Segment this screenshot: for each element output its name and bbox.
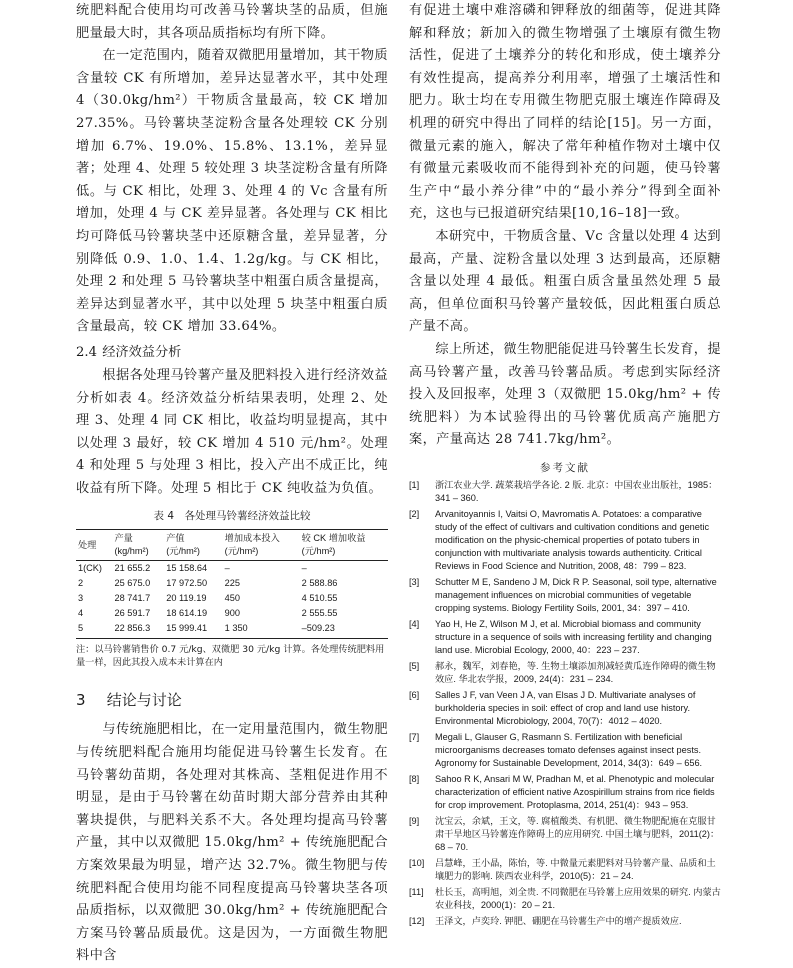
paragraph: 与传统施肥相比，在一定用量范围内，微生物肥与传统肥料配合施用均能促进马铃薯生长发育。在马铃薯幼苗期，各处理对其株高、茎粗促进作用不明显，是由于马铃薯在幼苗时期大部分营养由其种薯块提供，与肥料关系不大。各处理均提高马铃薯产量，其中以双微肥 15.0kg/hm² + 传统施肥配合方案效果最为明显，增产达 32.7%。微生物肥与传统肥料配合使用均能不同程度提高马铃薯块茎各项品质指标，以双微肥 30.0kg/hm² + 传统施肥配合方案马铃薯品质最优。这是因为，一方面微生物肥料中含 xyxy=(76,722,388,964)
table-header-cell: 产值 (元/hm²) xyxy=(164,530,222,561)
reference-item xyxy=(409,479,721,505)
table-cell: 3 xyxy=(78,593,84,604)
table-row xyxy=(76,591,388,606)
reference-text: Sahoo R K, Ansari M W, Pradhan M, et al. Phenotypic and molecular characterization of efficient native Azospirillum strains from rice fields for crop improvement. Protoplasma, 2014, 251(4)：943 – 953. xyxy=(435,773,715,810)
reference-item xyxy=(409,508,721,573)
reference-number: [9] xyxy=(409,815,420,826)
reference-item xyxy=(409,689,721,728)
table-header-cell: 增加成本投入 (元/hm²) xyxy=(223,530,300,561)
table-cell: 4 510.55 xyxy=(301,593,338,604)
table-note: 注：以马铃薯销售价 0.7 元/kg、双微肥 30 元/kg 计算。各处理传统肥料用量一样，因此其投入成本未计算在内 xyxy=(76,644,385,669)
paragraph: 本研究中，干物质含量、Vc 含量以处理 4 达到最高，产量、淀粉含量以处理 3 达到最高，还原糖含量以处理 4 最低。粗蛋白质含量虽然处理 5 最高，但单位面积马铃薯产量较低，因此粗蛋白质总产量不高。 xyxy=(409,228,721,335)
table-row xyxy=(76,576,388,591)
reference-text: 浙江农业大学. 蔬菜栽培学各论. 2 版. 北京：中国农业出版社，1985：341 – 360. xyxy=(435,479,718,503)
section-heading-3 xyxy=(76,687,388,713)
paragraph: 有促进土壤中难溶磷和钾释放的细菌等，促进其降解和释放；新加入的微生物增强了土壤原有微生物活性，促进了土壤养分的转化和形成，使土壤养分有效性提高，提高养分利用率，增强了土壤活性和肥力。耿士均在专用微生物肥克服土壤连作障碍及机理的研究中得出了同样的结论[15]。另一方面，微量元素的施入，解决了常年种植作物对土壤中仅有微量元素吸收而不能得到补充的问题，使马铃薯生产中“最小养分律”中的“最小养分”得到全面补充，这也与已报道研究结果[10,16–18]一致。 xyxy=(409,3,721,222)
reference-item xyxy=(409,576,721,615)
reference-item xyxy=(409,815,721,854)
table-cell: 22 856.3 xyxy=(112,621,164,639)
reference-number: [2] xyxy=(409,508,420,519)
table-cell: 15 158.64 xyxy=(166,563,208,574)
paragraph: 根据各处理马铃薯产量及肥料投入进行经济效益分析如表 4。经济效益分析结果表明，处理 2、处理 3、处理 4 同 CK 相比，收益均明显提高，其中以处理 3 最好，较 CK 增加 4 510 元/hm²。处理 4 和处理 5 与处理 3 相比，投入产出不成正比，纯收益有所下降。处理 5 相比于 CK 纯收益为负值。 xyxy=(76,367,388,496)
table-header-cell: 处理 xyxy=(76,530,112,561)
reference-item xyxy=(409,660,721,686)
reference-text: Yao H, He Z, Wilson M J, et al. Microbial biomass and community structure in a sequence of soils with increasing fertility and changing land use. Microbial Ecology, 2000, 40：223 – 237. xyxy=(435,618,712,655)
reference-number: [8] xyxy=(409,773,420,784)
reference-number: [11] xyxy=(409,886,424,897)
paragraph: 在一定范围内，随着双微肥用量增加，其干物质含量较 CK 有所增加，差异达显著水平，其中处理 4（30.0kg/hm²）干物质含量最高，较 CK 增加 27.35%。马铃薯块茎淀粉含量各处理较 CK 分别增加 6.7%、19.0%、15.8%、13.1%，差异显著；处理 4、处理 5 较处理 3 块茎淀粉含量有所降低。与 CK 相比，处理 3、处理 4 的 Vc 含量有所增加，处理 4 与 CK 差异显著。各处理与 CK 相比均可降低马铃薯块茎中还原糖含量，差异显著，分别降低 0.9、1.0、1.4、1.2g/kg。与 CK 相比，处理 2 和处理 5 马铃薯块茎中粗蛋白质含量提高，差异达到显著水平，其中以处理 5 块茎中粗蛋白质含量最高，较 CK 增加 33.64%。 xyxy=(76,48,388,335)
table-cell: 1 350 xyxy=(223,621,300,639)
table-cell: 5 xyxy=(76,621,112,639)
reference-text: 杜长玉，高明旭，刘全贵. 不同微肥在马铃薯上应用效果的研究. 内蒙古农业科技，2000(1)：20 – 21. xyxy=(435,886,721,910)
table-cell: 18 614.19 xyxy=(166,608,208,619)
reference-number: [6] xyxy=(409,689,420,700)
table-cell: 225 xyxy=(224,578,241,589)
table-cell: 28 741.7 xyxy=(114,593,151,604)
reference-item xyxy=(409,886,721,912)
table-cell: 450 xyxy=(224,593,241,604)
section-number: 2.4 xyxy=(76,344,97,360)
table-cell: 17 972.50 xyxy=(166,578,208,589)
economic-benefit-table xyxy=(76,529,388,639)
reference-number: [12] xyxy=(409,915,425,926)
reference-text: 王泽文，卢奕玲. 钾肥、硼肥在马铃薯生产中的增产提质效应. xyxy=(435,915,682,926)
table-cell: 20 119.19 xyxy=(166,593,207,604)
section-title: 结论与讨论 xyxy=(106,691,182,710)
section-heading-2-4 xyxy=(76,341,388,365)
table-row xyxy=(76,606,388,621)
reference-text: 吕慧峰，王小晶，陈怡，等. 中微量元素肥料对马铃薯产量、品质和土壤肥力的影响. 陕西农业科学，2010(5)：21 – 24. xyxy=(435,857,716,881)
reference-text: Schutter M E, Sandeno J M, Dick R P. Seasonal, soil type, alternative management influences on microbial communities of vegetable cropping systems. Biology Fertility Soils, 2001, 34：397 – 410. xyxy=(435,576,717,613)
section-number: 3 xyxy=(76,691,86,710)
reference-number: [5] xyxy=(409,660,420,671)
paragraph: 综上所述，微生物肥能促进马铃薯生长发育，提高马铃薯产量，改善马铃薯品质。考虑到实际经济投入及回报率，处理 3（双微肥 15.0kg/hm² + 传统肥料）为本试验得出的马铃薯优质高产施肥方案，产量高达 28 741.7kg/hm²。 xyxy=(409,341,721,448)
table-caption: 表 4 各处理马铃薯经济效益比较 xyxy=(153,510,311,523)
table-header-cell: 较 CK 增加收益 (元/hm²) xyxy=(300,530,388,561)
reference-text: Megali L, Glauser G, Rasmann S. Fertilization with beneficial microorganisms decreases tomato defenses against insect pests. Agronomy for Sustainable Development, 2014, 34(3)：649 – 656. xyxy=(435,731,703,768)
table-cell: 900 xyxy=(224,608,241,619)
reference-text: Salles J F, van Veen J A, van Elsas J D. Multivariate analyses of burkholderia species in soil: effect of crop and land use history. Environmental Microbiology, 2004, 70(7)：4012 – 4020. xyxy=(435,689,696,726)
reference-number: [10] xyxy=(409,857,425,868)
table-cell: – xyxy=(224,563,230,574)
table-cell: 25 675.0 xyxy=(114,578,151,589)
reference-number: [7] xyxy=(409,731,420,742)
references-list xyxy=(409,479,721,928)
reference-item xyxy=(409,618,721,657)
table-cell: 26 591.7 xyxy=(114,608,151,619)
table-cell: 4 xyxy=(78,608,84,619)
table-cell: 2 xyxy=(78,578,84,589)
table-cell: 2 588.86 xyxy=(301,578,338,589)
reference-item xyxy=(409,857,721,883)
reference-item xyxy=(409,773,721,812)
references-heading: 参考文献 xyxy=(540,461,590,474)
reference-number: [3] xyxy=(409,576,420,587)
paragraph: 统肥料配合使用均可改善马铃薯块茎的品质，但施肥量最大时，其各项品质指标均有所下降。 xyxy=(76,3,388,41)
reference-number: [4] xyxy=(409,618,420,629)
left-column xyxy=(76,0,388,968)
table-body xyxy=(76,561,388,639)
table-cell: –509.23 xyxy=(300,621,388,639)
section-title: 经济效益分析 xyxy=(102,344,182,360)
reference-text: 郝永，魏军，刘春艳，等. 生物土壤添加剂减轻黄瓜连作障碍的微生物效应. 华北农学报，2009, 24(4)：231 – 234. xyxy=(435,660,716,684)
right-column xyxy=(409,0,721,931)
reference-item xyxy=(409,915,721,928)
table-row xyxy=(76,561,388,577)
table-cell: 2 555.55 xyxy=(301,608,338,619)
table-cell: 21 655.2 xyxy=(114,563,151,574)
table-cell: 15 999.41 xyxy=(164,621,222,639)
reference-text: Arvanitoyannis I, Vaitsi O, Mavromatis A. Potatoes: a comparative study of the effect of cultivars and cultivation conditions and genetic modification on the physic-chemical properties of potato tubers in conjunction with multivariate analysis towards authenticity. Critical Reviews in Food Science and Nutrition, 2008, 48：799 – 823. xyxy=(435,508,710,571)
table-row xyxy=(76,621,388,639)
reference-item xyxy=(409,731,721,770)
reference-number: [1] xyxy=(409,479,420,490)
reference-text: 沈宝云，余斌，王文，等. 腐植酸类、有机肥、微生物肥配施在克服甘肃干旱地区马铃薯连作障碍上的应用研究. 中国土壤与肥料，2011(2)：68 – 70. xyxy=(435,815,720,852)
table-header-cell: 产量 (kg/hm²) xyxy=(112,530,164,561)
table-header-row xyxy=(76,530,388,561)
table-cell: – xyxy=(301,563,307,574)
table-cell: 1(CK) xyxy=(78,563,102,574)
